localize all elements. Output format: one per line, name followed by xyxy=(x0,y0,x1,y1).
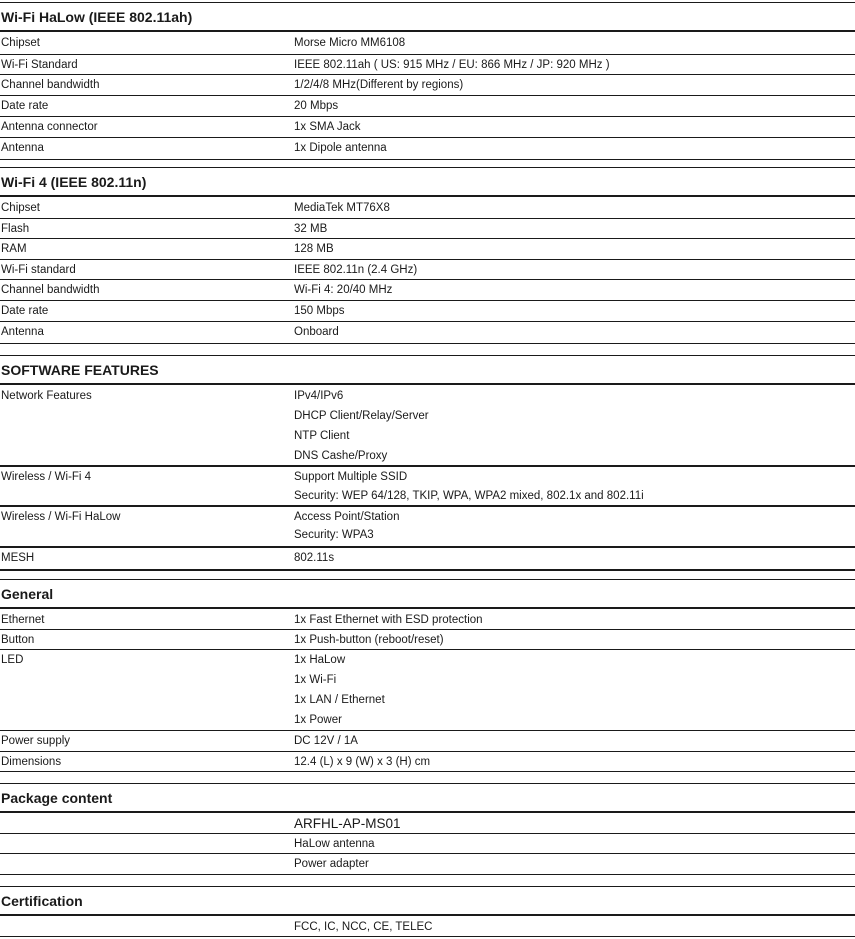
spec-label: Antenna xyxy=(1,326,44,338)
spec-row xyxy=(0,138,855,160)
spec-value: MediaTek MT76X8 xyxy=(294,202,390,214)
spec-row xyxy=(0,117,855,138)
spec-row xyxy=(0,467,855,507)
section-title: SOFTWARE FEATURES xyxy=(1,362,159,378)
spec-value: 128 MB xyxy=(294,243,334,255)
spec-value: 1x Dipole antenna xyxy=(294,142,387,154)
spec-value: Power adapter xyxy=(294,858,369,870)
section-title: Wi-Fi HaLow (IEEE 802.11ah) xyxy=(1,9,193,25)
section-title: Certification xyxy=(1,893,83,909)
spec-row xyxy=(0,96,855,117)
spec-value: 12.4 (L) x 9 (W) x 3 (H) cm xyxy=(294,756,431,768)
spec-label: Wireless / Wi-Fi HaLow xyxy=(1,511,121,523)
spec-label: Channel bandwidth xyxy=(1,284,100,296)
spec-value: IEEE 802.11n (2.4 GHz) xyxy=(294,264,418,276)
spec-row xyxy=(0,55,855,75)
section-header xyxy=(0,2,855,32)
spec-value: Security: WEP 64/128, TKIP, WPA, WPA2 mixed, 802.1x and 802.11i xyxy=(294,490,644,502)
spec-row xyxy=(0,260,855,280)
spec-value: 32 MB xyxy=(294,223,328,235)
spec-row xyxy=(0,834,855,854)
spec-value: Security: WPA3 xyxy=(294,529,374,541)
spec-label: Channel bandwidth xyxy=(1,79,100,91)
spec-row xyxy=(0,507,855,548)
spec-label: Ethernet xyxy=(1,614,45,626)
spec-row xyxy=(0,814,855,834)
spec-label: Antenna connector xyxy=(1,121,98,133)
spec-label: Chipset xyxy=(1,37,40,49)
spec-label: Network Features xyxy=(1,390,92,402)
spec-label: Wi-Fi standard xyxy=(1,264,76,276)
spec-value: DC 12V / 1A xyxy=(294,735,358,747)
spec-row xyxy=(0,322,855,344)
spec-value: 1x Fast Ethernet with ESD protection xyxy=(294,614,483,626)
spec-label: LED xyxy=(1,654,24,666)
spec-value: Access Point/Station xyxy=(294,511,400,523)
spec-row xyxy=(0,731,855,752)
spec-row xyxy=(0,239,855,260)
section-header xyxy=(0,886,855,916)
spec-value: ARFHL-AP-MS01 xyxy=(294,816,401,831)
spec-row xyxy=(0,280,855,301)
spec-value: DNS Cashe/Proxy xyxy=(294,450,388,462)
spec-label: Antenna xyxy=(1,142,44,154)
spec-value: 1x LAN / Ethernet xyxy=(294,694,385,706)
spec-value: 1/2/4/8 MHz(Different by regions) xyxy=(294,79,464,91)
spec-value: 1x Push-button (reboot/reset) xyxy=(294,634,444,646)
spec-row xyxy=(0,630,855,650)
spec-value: HaLow antenna xyxy=(294,838,375,850)
spec-label: Date rate xyxy=(1,305,49,317)
spec-row xyxy=(0,917,855,937)
section-title: Wi-Fi 4 (IEEE 802.11n) xyxy=(1,174,147,190)
spec-row xyxy=(0,75,855,96)
spec-value: Morse Micro MM6108 xyxy=(294,37,406,49)
spec-label: Flash xyxy=(1,223,30,235)
section-title: General xyxy=(1,586,54,602)
spec-row xyxy=(0,219,855,239)
spec-row xyxy=(0,650,855,731)
spec-value: 802.11s xyxy=(294,552,335,564)
section-header xyxy=(0,355,855,385)
spec-label: Power supply xyxy=(1,735,71,747)
section-header xyxy=(0,783,855,813)
spec-value: 1x Wi-Fi xyxy=(294,674,337,686)
spec-value: DHCP Client/Relay/Server xyxy=(294,410,429,422)
spec-label: Wireless / Wi-Fi 4 xyxy=(1,471,92,483)
spec-row xyxy=(0,33,855,55)
spec-value: Onboard xyxy=(294,326,339,338)
spec-value: 1x HaLow xyxy=(294,654,346,666)
spec-label: Wi-Fi Standard xyxy=(1,59,78,71)
spec-value: 150 Mbps xyxy=(294,305,345,317)
section-header xyxy=(0,167,855,197)
spec-value: NTP Client xyxy=(294,430,350,442)
spec-value: Wi-Fi 4: 20/40 MHz xyxy=(294,284,393,296)
spec-label: Button xyxy=(1,634,35,646)
spec-value: 20 Mbps xyxy=(294,100,339,112)
spec-label: Date rate xyxy=(1,100,49,112)
spec-row xyxy=(0,610,855,630)
spec-label: MESH xyxy=(1,552,35,564)
spec-row xyxy=(0,386,855,467)
spec-row xyxy=(0,198,855,219)
spec-row xyxy=(0,301,855,322)
spec-value: IPv4/IPv6 xyxy=(294,390,344,402)
spec-value: 1x SMA Jack xyxy=(294,121,361,133)
spec-value: 1x Power xyxy=(294,714,342,726)
section-title: Package content xyxy=(1,790,113,806)
section-header xyxy=(0,579,855,609)
spec-row xyxy=(0,854,855,875)
spec-value: Support Multiple SSID xyxy=(294,471,408,483)
spec-label: RAM xyxy=(1,243,27,255)
spec-value: FCC, IC, NCC, CE, TELEC xyxy=(294,921,433,933)
spec-row xyxy=(0,548,855,571)
spec-label: Chipset xyxy=(1,202,40,214)
spec-value: IEEE 802.11ah ( US: 915 MHz / EU: 866 MHz / JP: 920 MHz ) xyxy=(294,59,610,71)
spec-row xyxy=(0,752,855,772)
spec-label: Dimensions xyxy=(1,756,62,768)
